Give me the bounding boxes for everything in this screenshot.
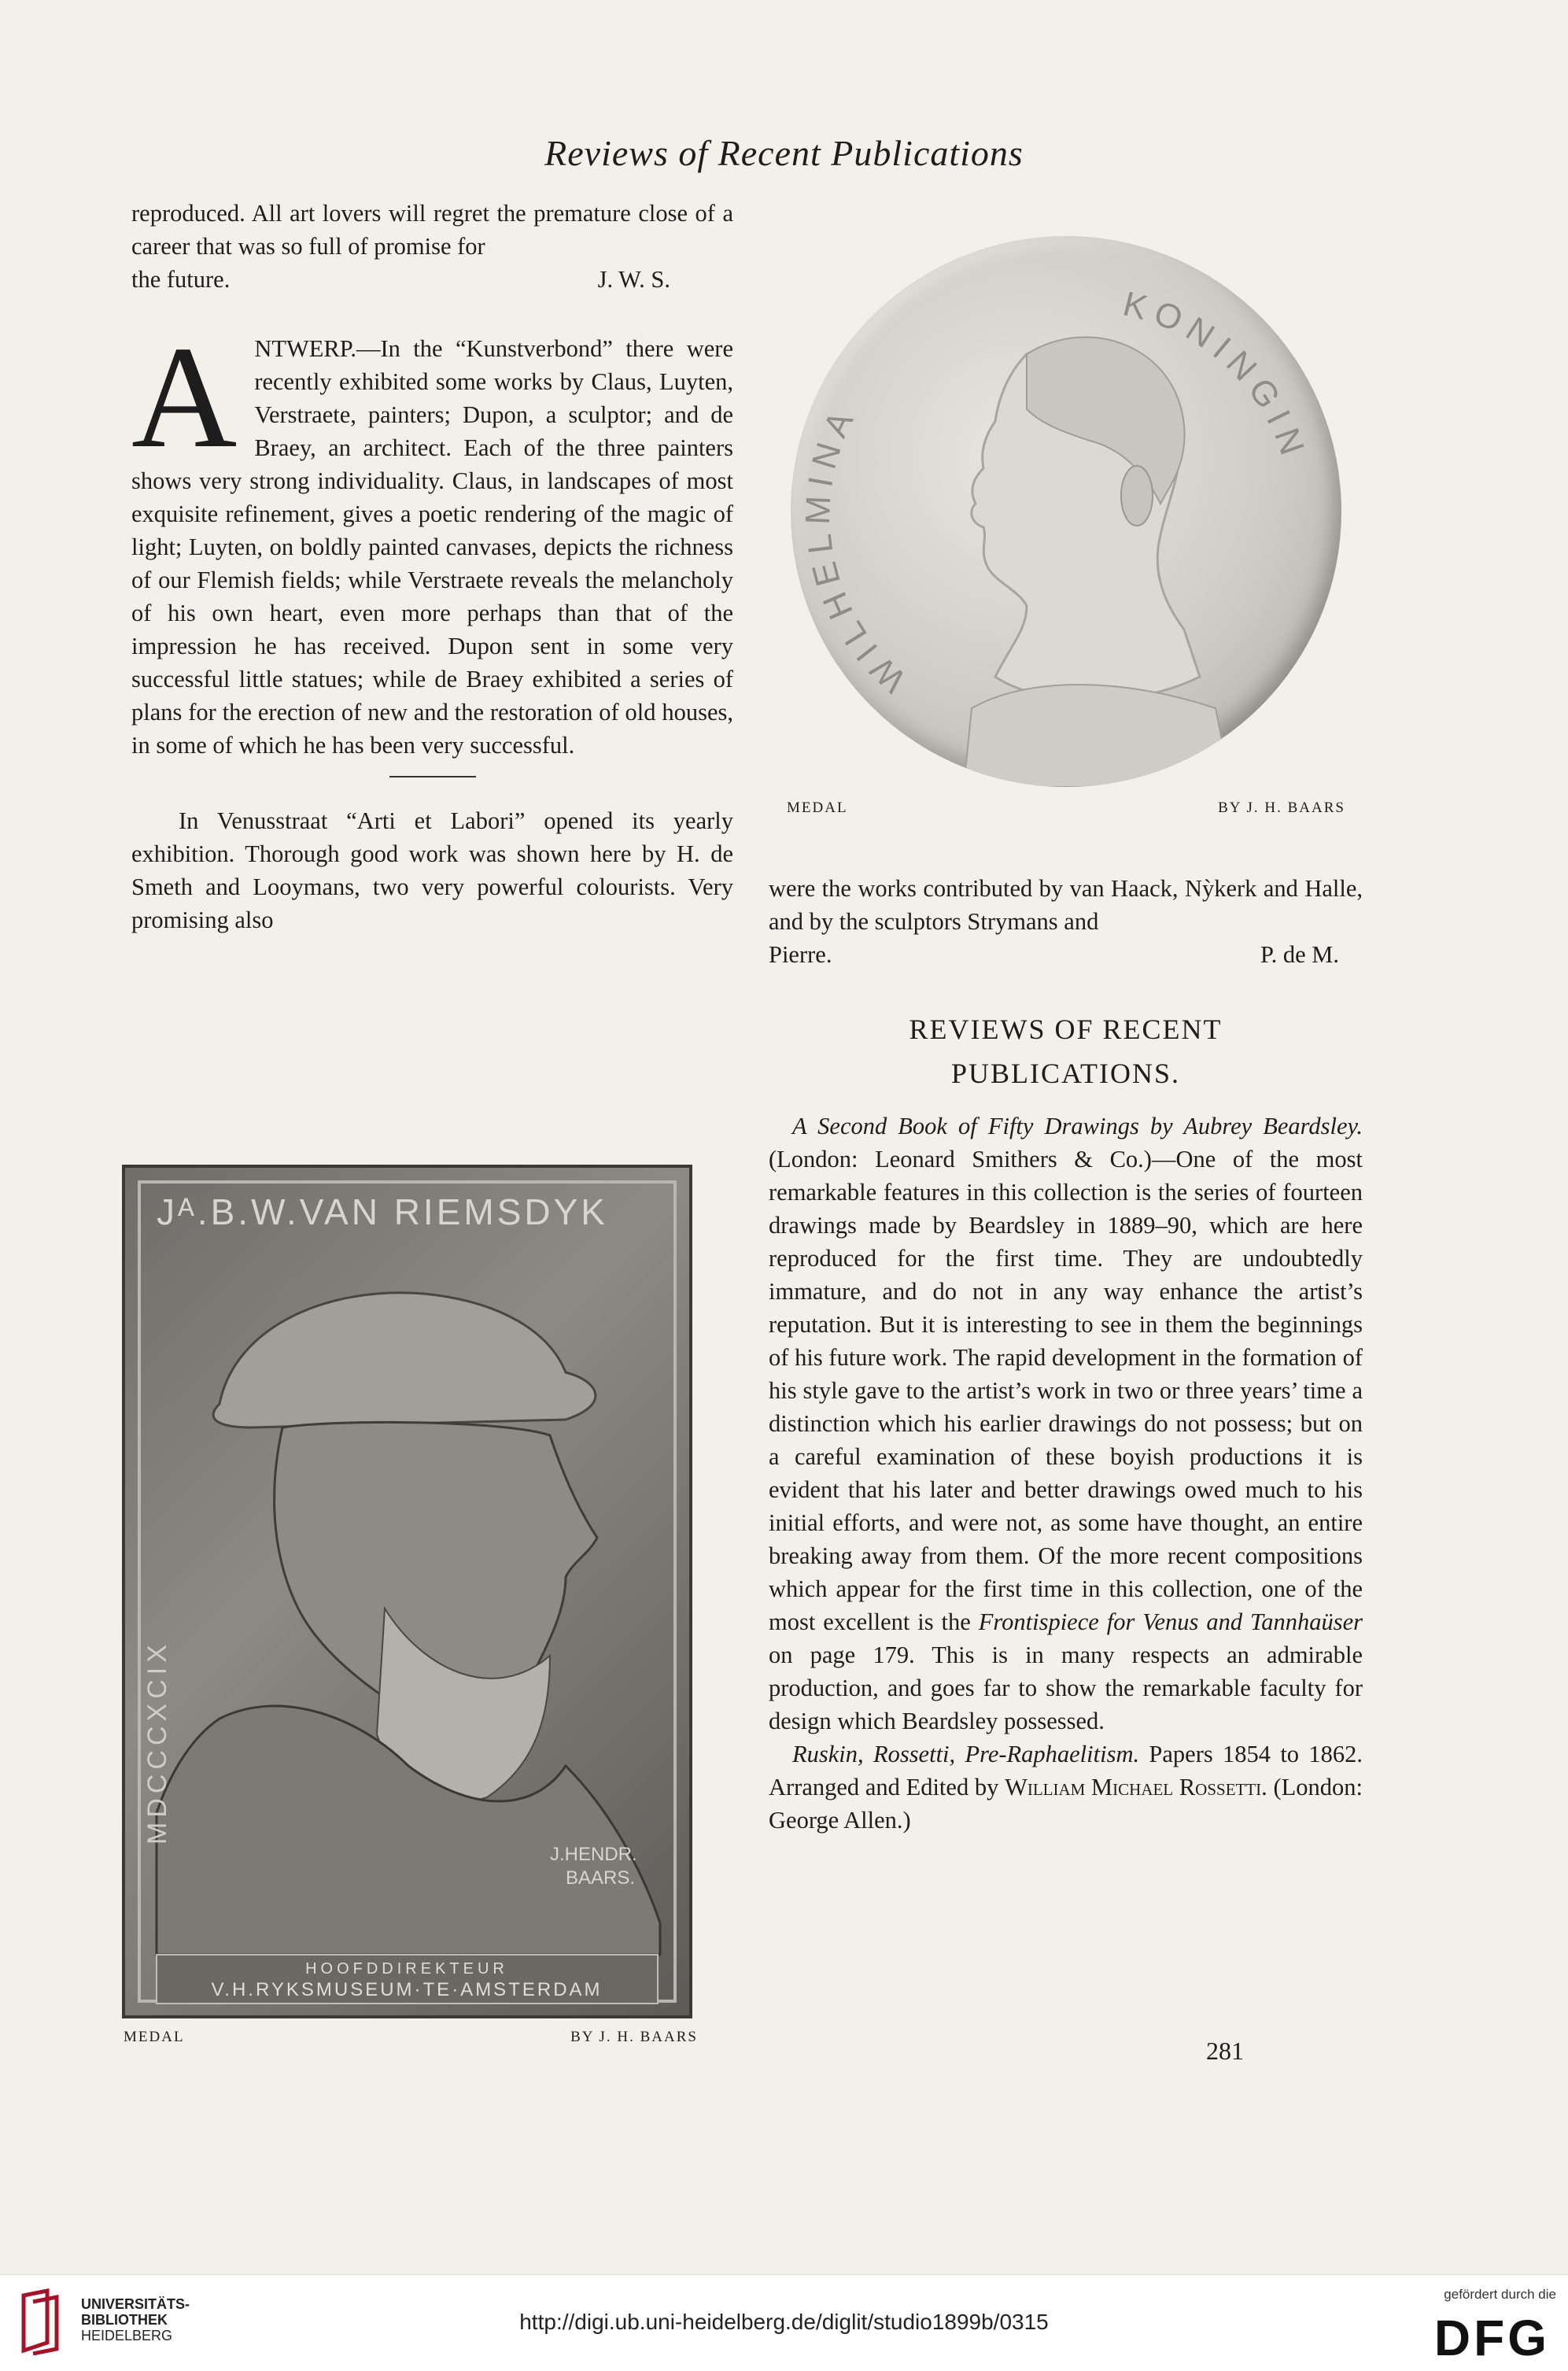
caption-medal-label-2: MEDAL: [124, 2029, 185, 2045]
review-publisher-ruskin: (London: George Allen.): [769, 1774, 1363, 1834]
author-initials-2: P. de M.: [1260, 941, 1339, 968]
drop-cap: A: [131, 316, 238, 478]
antwerp-paragraph: [131, 316, 733, 762]
page-number: 281: [1206, 2037, 1244, 2065]
left-column: [131, 197, 733, 936]
paragraph-reproduced: reproduced. All art lovers will regret the premature close of a career that was so full of promise for: [131, 200, 733, 260]
review-title-ruskin: Ruskin, Rossetti, Pre-Raphaelitism.: [792, 1741, 1140, 1767]
library-name-line2: BIBLIOTHEK: [81, 2312, 168, 2328]
review-italic-frontispiece: Frontispiece for Venus and Tannhaüser: [978, 1608, 1363, 1635]
section-title-line1: REVIEWS OF RECENT: [909, 1014, 1223, 1045]
medal-top-caption: [787, 800, 1345, 817]
library-name-line3: HEIDELBERG: [81, 2328, 173, 2343]
plaque-signature-2: BAARS.: [566, 1867, 636, 1889]
running-head: Reviews of Recent Publications: [544, 133, 1024, 173]
review-editor: William Michael Rossetti.: [1005, 1774, 1267, 1800]
review-beardsley: [769, 1110, 1363, 1738]
medal-inscription-left: WILHELMINA: [798, 398, 914, 700]
review-body-ruskin: Papers 1854 to 1862. Arranged and Edited by: [769, 1741, 1363, 1800]
plaque-name-inscription: Jᴬ.B.W.VAN RIEMSDYK: [157, 1191, 608, 1232]
review-publisher-beardsley: (London: Leonard Smithers & Co.): [769, 1146, 1152, 1173]
medal-plaque-image: [122, 1165, 692, 2018]
review-body-beardsley-end: on page 179. This is in many respects an admirable production, and goes far to show the remarkable faculty for design which Beardsley possessed.: [769, 1642, 1363, 1734]
plaque-museum-inscription: V.H.RYKSMUSEUM·TE·AMSTERDAM: [211, 1979, 603, 2000]
signoff-jws: [131, 263, 733, 296]
plaque-relief: [125, 1168, 689, 2015]
library-name-line1: UNIVERSITÄTS-: [81, 2296, 190, 2312]
plaque-signature-1: J.HENDR.: [550, 1844, 637, 1865]
venusstraat-paragraph: In Venusstraat “Arti et Labori” opened its yearly exhibition. Thorough good work was shown here by H. de Smeth and Looymans, two very powerful colourists. Very promising also: [131, 807, 733, 933]
medal-relief: [791, 236, 1341, 787]
medal-bottom-caption: [124, 2029, 698, 2046]
medal-wilhelmina-image: [791, 236, 1341, 787]
section-title: [769, 1007, 1363, 1095]
plaque-title-inscription: HOOFDDIREKTEUR: [305, 1960, 508, 1978]
caption-artist-2: BY J. H. BAARS: [570, 2029, 698, 2045]
review-title-beardsley: A Second Book of Fifty Drawings by Aubrey Beardsley.: [792, 1113, 1363, 1139]
caption-artist: BY J. H. BAARS: [1218, 800, 1345, 816]
author-initials: J. W. S.: [597, 266, 670, 293]
section-title-line2: PUBLICATIONS.: [950, 1058, 1181, 1089]
plaque-date: MDCCCXCIX: [142, 1640, 172, 1845]
medal-inscription-right: KONINGIN: [1119, 284, 1315, 467]
review-body-beardsley: —One of the most remarkable features in this collection is the series of fourteen drawings made by Beardsley in 1889–90, which are here reproduced for the first time. They are undoubtedly immature, and do not in any way enhance the artist’s reputation. But it is interesting to see in them the beginnings of his future work. The rapid development in the formation of his style gave to the artist’s work in two or three years’ time a distinction which his earlier drawings do not possess; but on a careful examination of these boyish productions it is evident that his later and better drawings owed much to his initial efforts, and were not, as some have thought, an entire breaking away from them. Of the more recent compositions which appear for the first time in this collection, one of the most excellent is the: [769, 1146, 1363, 1635]
text-pierre: Pierre.: [769, 941, 832, 968]
dfg-logo: DFG: [1433, 2310, 1550, 2366]
source-url-link[interactable]: http://digi.ub.uni-heidelberg.de/diglit/studio1899b/0315: [519, 2310, 1049, 2334]
caption-medal-label: MEDAL: [787, 800, 848, 816]
continuation-paragraph: were the works contributed by van Haack, Nỳkerk and Halle, and by the sculptors Strymans and: [769, 875, 1363, 935]
sponsor-label: gefördert durch die: [1444, 2287, 1556, 2302]
antwerp-text: NTWERP.—In the “Kunstverbond” there were recently exhibited some works by Claus, Luyten, Verstraete, painters; Dupon, a sculptor; and de Braey, an architect. Each of the three painters shows very strong individuality. Claus, in landscapes of most exquisite refinement, gives a poetic rendering of the magic of light; Luyten, on boldly painted canvases, depicts the richness of our Flemish fields; while Verstraete reveals the melancholy of his own heart, even more perhaps than that of the impression he has received. Dupon sent in some very successful little statues; while de Braey exhibited a series of plans for the erection of new and the restoration of old houses, in some of which he has been very successful.: [131, 335, 733, 759]
section-divider: [389, 776, 476, 777]
right-column: [769, 872, 1363, 1837]
review-ruskin: [769, 1738, 1363, 1837]
text-the-future: the future.: [131, 266, 231, 293]
signoff-pdem: [769, 938, 1363, 971]
